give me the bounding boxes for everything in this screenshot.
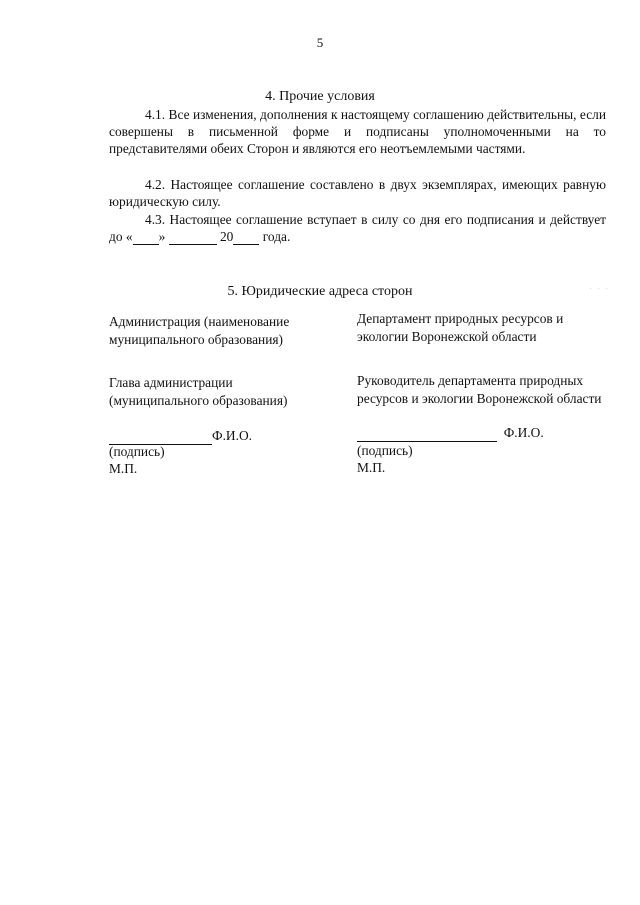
clause-4-2: 4.2. Настоящее соглашение составлено в двух экземплярах, имеющих равную юридическую силу. — [109, 177, 606, 209]
scan-artifact: · · · — [589, 285, 610, 293]
left-org: Администрация (наименование муниципального образования) — [109, 314, 290, 347]
right-sign-label: (подпись) — [357, 443, 413, 458]
day-blank — [133, 244, 159, 245]
month-blank — [169, 244, 217, 245]
clause-4-3-text: 4.3. Настоящее соглашение вступает в силу со дня его подписания и действует до « — [109, 212, 606, 244]
section-4-title: 4. Прочие условия — [265, 89, 375, 104]
left-stamp: М.П. — [109, 461, 138, 476]
left-head: Глава администрации (муниципального образования) — [109, 375, 288, 408]
year-blank — [233, 244, 259, 245]
clause-4-3-year-suffix: года. — [262, 229, 291, 244]
right-fio: Ф.И.О. — [503, 425, 544, 440]
right-head: Руководитель департамента природных ресурсов и экологии Воронежской области — [357, 373, 602, 406]
clause-4-3-year-prefix: 20 — [219, 229, 234, 244]
right-org: Департамент природных ресурсов и экологии Воронежской области — [357, 311, 564, 344]
clause-4-3-quote: » — [158, 229, 166, 244]
clause-4-1: 4.1. Все изменения, дополнения к настоящему соглашению действительны, если совершены в письменной форме и подписаны уполномоченными на то представителями обеих Сторон и являются его неотъемлемыми частями. — [109, 107, 606, 156]
page-number: 5 — [316, 35, 324, 50]
section-5-title: 5. Юридические адреса сторон — [227, 284, 413, 299]
left-sign-label: (подпись) — [109, 444, 165, 459]
right-signature-line — [357, 424, 615, 442]
left-fio: Ф.И.О. — [212, 428, 252, 443]
clause-4-3 — [109, 211, 606, 245]
right-stamp: М.П. — [357, 460, 386, 475]
